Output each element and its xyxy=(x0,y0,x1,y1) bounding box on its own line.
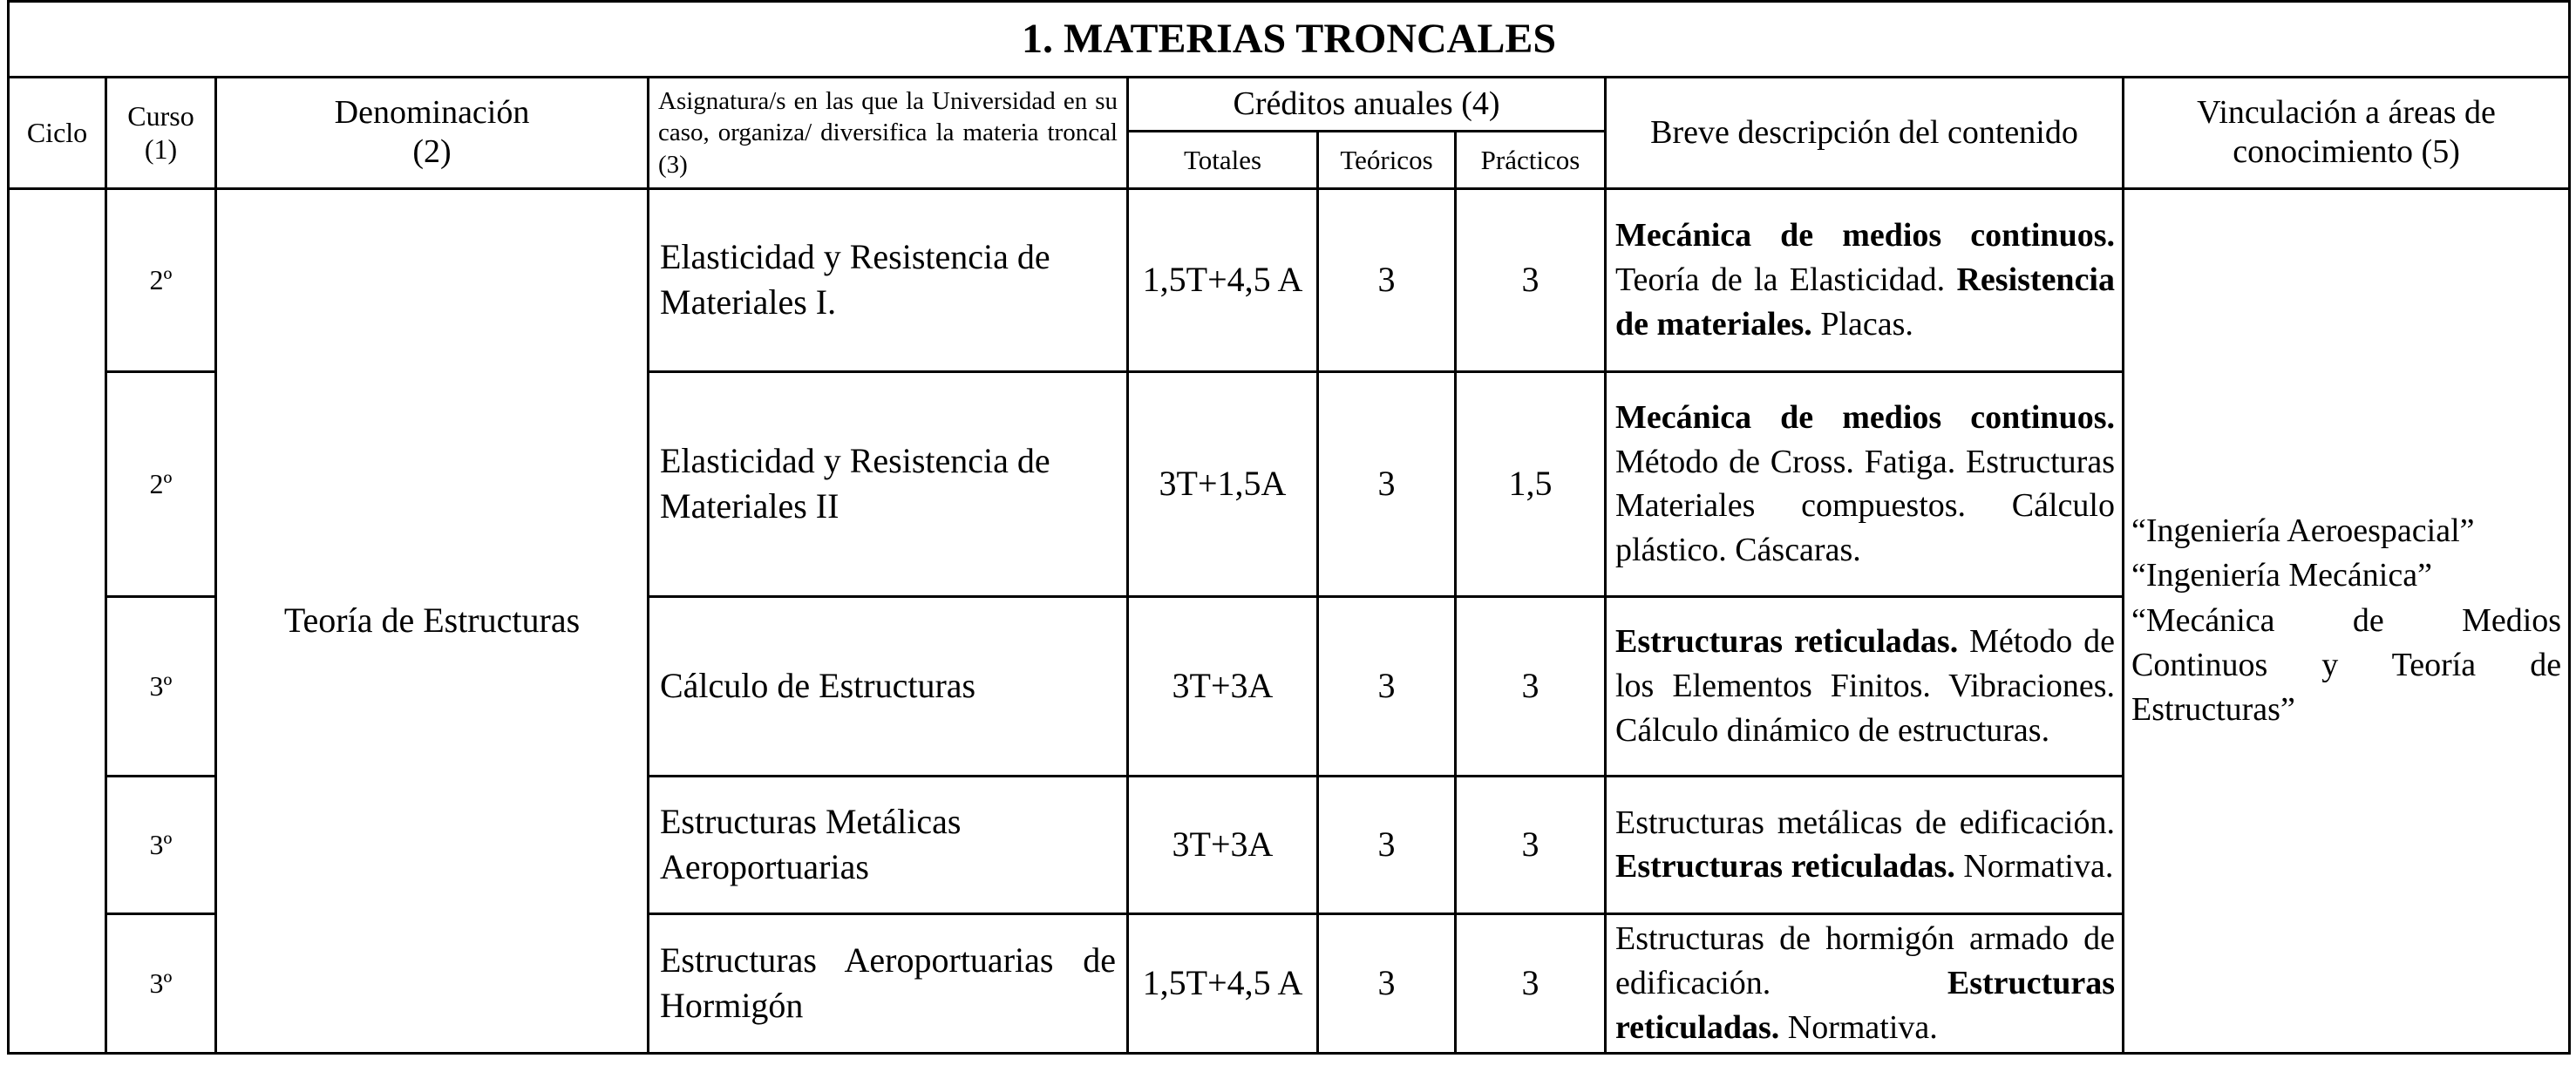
descripcion-bold-text: Mecánica de medios continuos. xyxy=(1615,217,2115,254)
header-descripcion: Breve descripción del contenido xyxy=(1606,78,2124,189)
header-totales: Totales xyxy=(1128,131,1318,188)
teoricos-cell: 3 xyxy=(1318,371,1456,596)
asignatura-cell: Elasticidad y Resistencia de Materiales I. xyxy=(649,188,1128,371)
header-denominacion-ref: (2) xyxy=(412,133,452,171)
descripcion-text: Teoría de la Elasticidad. xyxy=(1615,261,1957,298)
totales-cell: 3T+3A xyxy=(1128,776,1318,913)
curso-cell: 3º xyxy=(106,913,216,1053)
practicos-cell: 1,5 xyxy=(1456,371,1606,596)
descripcion-text: Normativa. xyxy=(1779,1008,1938,1046)
vinculacion-line: “Ingeniería Aeroespacial” xyxy=(2131,512,2475,549)
totales-cell: 1,5T+4,5 A xyxy=(1128,188,1318,371)
practicos-cell: 3 xyxy=(1456,776,1606,913)
curso-cell: 2º xyxy=(106,371,216,596)
header-teoricos: Teóricos xyxy=(1318,131,1456,188)
descripcion-text: Estructuras de hormigón armado de edificación. xyxy=(1615,920,2115,1001)
totales-cell: 3T+3A xyxy=(1128,596,1318,776)
header-denominacion xyxy=(216,78,649,189)
asignatura-cell: Cálculo de Estructuras xyxy=(649,596,1128,776)
header-vinculacion: Vinculación a áreas de conocimiento (5) xyxy=(2124,78,2570,189)
header-curso xyxy=(106,78,216,189)
asignatura-cell: Estructuras Aeroportuarias de Hormigón xyxy=(649,913,1128,1053)
descripcion-bold-text: Mecánica de medios continuos. xyxy=(1615,399,2115,437)
curso-cell: 3º xyxy=(106,776,216,913)
descripcion-cell xyxy=(1606,776,2124,913)
materias-table xyxy=(7,0,2571,1055)
vinculacion-cell xyxy=(2124,188,2570,1053)
ciclo-cell xyxy=(9,188,106,1053)
vinculacion-line: “Mecánica de Medios Continuos y Teoría de Estructuras” xyxy=(2131,601,2562,729)
descripcion-cell xyxy=(1606,596,2124,776)
descripcion-text: Placas. xyxy=(1811,305,1913,343)
teoricos-cell: 3 xyxy=(1318,913,1456,1053)
totales-cell: 3T+1,5A xyxy=(1128,371,1318,596)
descripcion-bold-text: Estructuras reticuladas. xyxy=(1615,964,2115,1046)
asignatura-cell: Estructuras Metálicas Aeroportuarias xyxy=(649,776,1128,913)
teoricos-cell: 3 xyxy=(1318,596,1456,776)
denominacion-cell: Teoría de Estructuras xyxy=(216,188,649,1053)
header-curso-label: Curso xyxy=(127,99,194,132)
table-title: 1. MATERIAS TRONCALES xyxy=(9,2,2570,78)
teoricos-cell: 3 xyxy=(1318,188,1456,371)
curso-cell: 2º xyxy=(106,188,216,371)
curso-cell: 3º xyxy=(106,596,216,776)
asignatura-cell: Elasticidad y Resistencia de Materiales II xyxy=(649,371,1128,596)
descripcion-cell xyxy=(1606,913,2124,1053)
header-curso-ref: (1) xyxy=(144,133,178,166)
header-denominacion-label: Denominación xyxy=(334,93,530,131)
totales-cell: 1,5T+4,5 A xyxy=(1128,913,1318,1053)
descripcion-text: Normativa. xyxy=(1954,848,2114,885)
descripcion-bold-text: Estructuras reticuladas. xyxy=(1615,623,1959,661)
descripcion-cell xyxy=(1606,371,2124,596)
troncales-sheet xyxy=(7,0,2568,1070)
header-creditos: Créditos anuales (4) xyxy=(1128,78,1606,132)
descripcion-bold-text: Estructuras reticuladas. xyxy=(1615,848,1955,885)
descripcion-cell xyxy=(1606,188,2124,371)
descripcion-text: Método de Cross. Fatiga. Estructuras Materiales compuestos. Cálculo plástico. Cáscaras. xyxy=(1615,443,2115,568)
header-asignaturas: Asignatura/s en las que la Universidad en su caso, organiza/ diversifica la materia troncal (3) xyxy=(649,78,1128,189)
practicos-cell: 3 xyxy=(1456,596,1606,776)
descripcion-bold-text: Resistencia de materiales. xyxy=(1615,261,2115,343)
header-ciclo: Ciclo xyxy=(9,78,106,189)
table-row xyxy=(9,188,2570,371)
descripcion-text: Estructuras metálicas de edificación. xyxy=(1615,804,2115,841)
header-practicos: Prácticos xyxy=(1456,131,1606,188)
descripcion-text: Método de los Elementos Finitos. Vibraciones. Cálculo dinámico de estructuras. xyxy=(1615,623,2115,749)
teoricos-cell: 3 xyxy=(1318,776,1456,913)
practicos-cell: 3 xyxy=(1456,188,1606,371)
practicos-cell: 3 xyxy=(1456,913,1606,1053)
vinculacion-line: “Ingeniería Mecánica” xyxy=(2131,557,2432,594)
